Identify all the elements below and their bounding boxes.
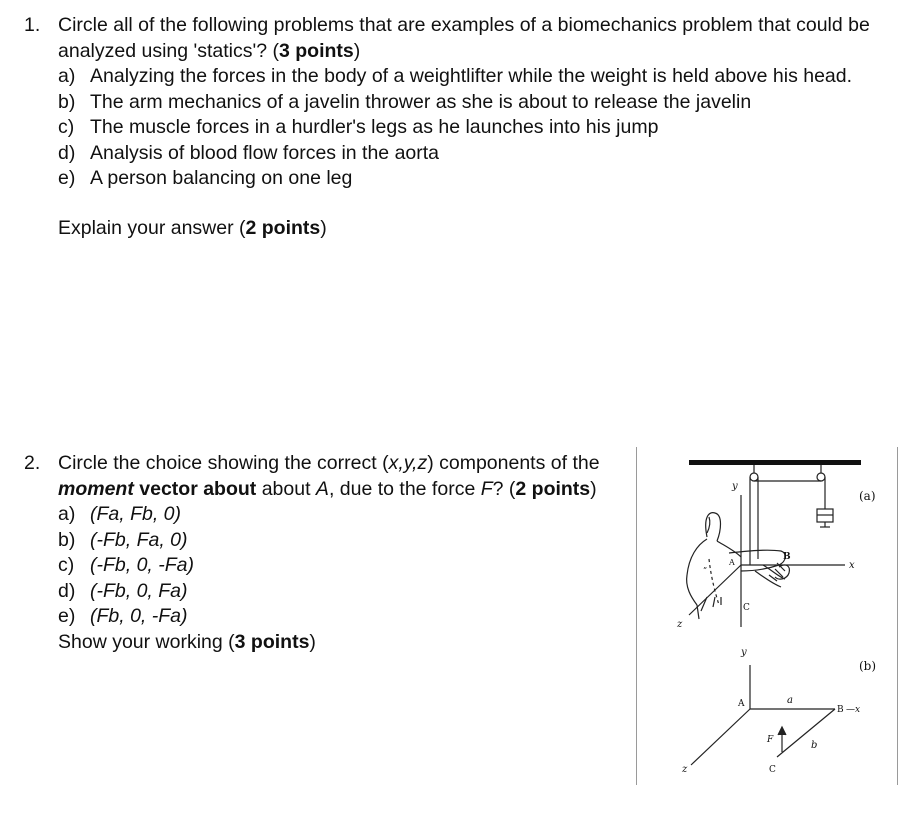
axis-y-label-b: y bbox=[741, 647, 747, 658]
option-2b[interactable]: b) (-Fb, Fa, 0) bbox=[58, 528, 188, 551]
option-1b[interactable]: b) The arm mechanics of a javelin thrower as she is about to release the javelin bbox=[58, 90, 752, 113]
pulley-left bbox=[750, 473, 758, 481]
arm-statics-figure bbox=[637, 447, 899, 785]
length-b-label: b bbox=[811, 740, 818, 751]
point-c-label-b: C bbox=[769, 765, 776, 775]
figure-panel-a-labels bbox=[676, 481, 876, 630]
point-b-label-a: B bbox=[783, 552, 791, 562]
question-2-body bbox=[58, 451, 624, 655]
person-torso bbox=[687, 539, 741, 619]
option-2d[interactable]: d) (-Fb, 0, Fa) bbox=[58, 579, 188, 602]
question-1 bbox=[24, 13, 904, 241]
point-a-label-b: A bbox=[738, 699, 745, 709]
point-b-label-b: B bbox=[837, 705, 844, 715]
force-f-label: F bbox=[767, 735, 774, 745]
figure-panel-a bbox=[687, 460, 861, 627]
point-a-label-a: A bbox=[729, 558, 735, 567]
axis-z-b bbox=[691, 709, 750, 765]
panel-a-label: (a) bbox=[859, 489, 876, 503]
panel-b-label: (b) bbox=[859, 659, 877, 673]
question-2 bbox=[24, 451, 624, 655]
option-1a[interactable]: a) Analyzing the forces in the body of a weightlifter while the weight is held above his head. bbox=[58, 65, 853, 87]
question-1-number: 1. bbox=[24, 14, 41, 36]
question-1-stem: Circle all of the following problems that are examples of a biomechanics problem that could be analyzed using 'statics'? (3 points) bbox=[58, 14, 870, 62]
pulley-right bbox=[817, 473, 825, 481]
figure-mark: ” bbox=[703, 566, 708, 575]
option-2e[interactable]: e) (Fb, 0, -Fa) bbox=[58, 605, 188, 627]
segment-b-c bbox=[777, 709, 835, 757]
axis-x-label-a: x bbox=[849, 560, 855, 571]
axis-z-label-b: z bbox=[682, 764, 688, 775]
option-2c[interactable]: c) (-Fb, 0, -Fa) bbox=[58, 554, 195, 576]
axis-y-label-a: y bbox=[732, 481, 738, 492]
show-working-prompt: Show your working (3 points) bbox=[58, 630, 316, 653]
question-2-number: 2. bbox=[24, 452, 41, 474]
option-1d[interactable]: d) Analysis of blood flow forces in the aorta bbox=[58, 141, 440, 164]
explain-answer-prompt: Explain your answer (2 points) bbox=[58, 216, 327, 239]
question-1-points: 3 points bbox=[278, 39, 354, 62]
question-1-body bbox=[58, 13, 904, 241]
question-2-points: 2 points bbox=[515, 477, 591, 500]
axis-z-label-a: z bbox=[677, 619, 683, 630]
option-2a[interactable]: a) (Fa, Fb, 0) bbox=[58, 503, 182, 525]
ceiling-bar bbox=[689, 460, 861, 465]
question-2-stem: Circle the choice showing the correct (x,y,z) components of the moment vector about about A, due to the force F? (2 points) bbox=[58, 452, 600, 500]
option-1e[interactable]: e) A person balancing on one leg bbox=[58, 167, 353, 189]
point-c-label-a: C bbox=[743, 603, 750, 613]
axis-x-label-b: —x bbox=[846, 705, 861, 715]
person-head bbox=[706, 513, 721, 541]
length-a-label: a bbox=[787, 695, 793, 706]
option-1c[interactable]: c) The muscle forces in a hurdler's legs as he launches into his jump bbox=[58, 116, 659, 138]
